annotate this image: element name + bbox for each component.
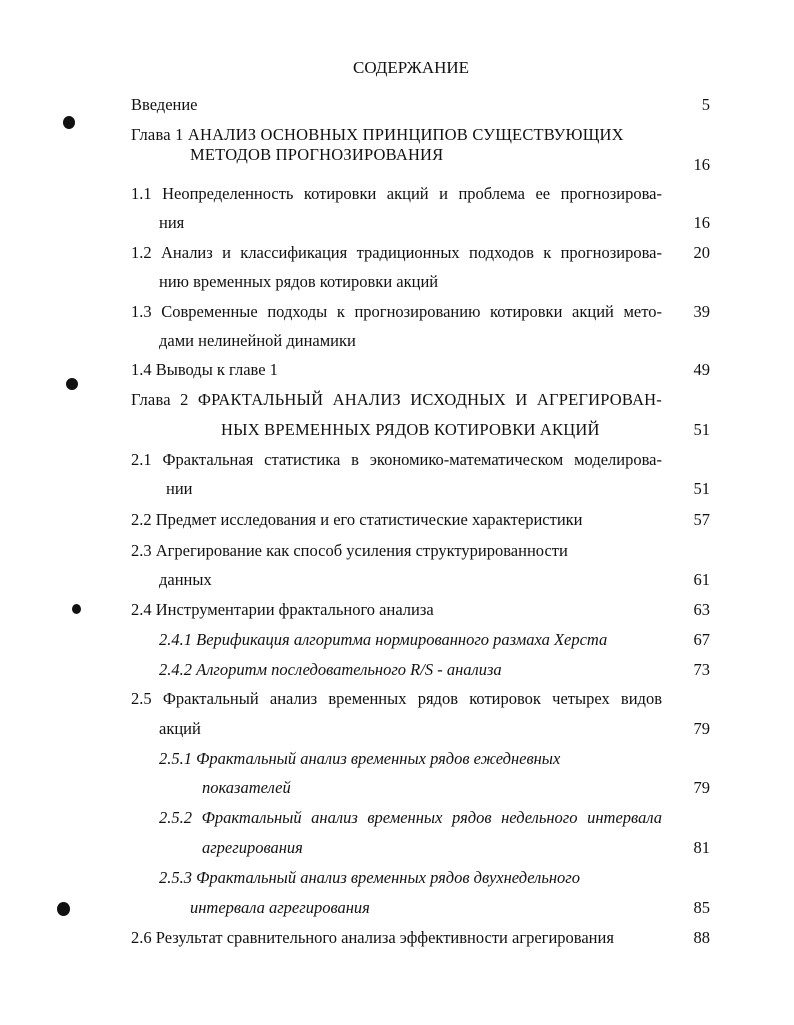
toc-entry-2-5-2-line1: 2.5.2 Фрактальный анализ временных рядов недельного интервала xyxy=(159,808,662,827)
punch-hole-mark xyxy=(63,116,75,129)
toc-entry-2-5-1-line2: показателей xyxy=(202,778,291,797)
toc-entry-1-1-line2: ния xyxy=(159,213,185,232)
toc-page: 81 xyxy=(693,838,710,857)
toc-page: 67 xyxy=(693,630,710,649)
toc-entry-1-1-line1: 1.1 Неопределенность котировки акций и проблема ее прогнозирова- xyxy=(131,184,662,203)
toc-chapter-2-line2: НЫХ ВРЕМЕННЫХ РЯДОВ КОТИРОВКИ АКЦИЙ xyxy=(221,420,600,439)
toc-entry-2-1-line2: нии xyxy=(166,479,193,498)
toc-page: 73 xyxy=(693,660,710,679)
toc-entry-1-2-line2: нию временных рядов котировки акций xyxy=(159,272,439,291)
toc-title: СОДЕРЖАНИЕ xyxy=(353,58,470,77)
toc-entry-2-5-3-line1: 2.5.3 Фрактальный анализ временных рядов двухнедельного xyxy=(159,868,580,887)
toc-entry-1-2-line1: 1.2 Анализ и классификация традиционных подходов к прогнозирова- xyxy=(131,243,662,262)
toc-page: 5 xyxy=(701,95,710,114)
toc-entry-2-1-line1: 2.1 Фрактальная статистика в экономико-математическом моделирова- xyxy=(131,450,662,469)
toc-page: 85 xyxy=(693,898,710,917)
toc-page: 79 xyxy=(693,719,710,738)
toc-entry-2-5-3-line2: интервала агрегирования xyxy=(190,898,370,917)
punch-hole-mark xyxy=(66,378,78,390)
toc-page: 51 xyxy=(693,420,710,439)
toc-entry-2-5-1-line1: 2.5.1 Фрактальный анализ временных рядов ежедневных xyxy=(159,749,561,768)
toc-entry-2-4-1: 2.4.1 Верификация алгоритма нормированного размаха Херста xyxy=(159,630,608,649)
toc-page: 51 xyxy=(693,479,710,498)
punch-hole-mark xyxy=(72,604,81,614)
toc-chapter-2-line1: Глава 2 ФРАКТАЛЬНЫЙ АНАЛИЗ ИСХОДНЫХ И АГРЕГИРОВАН- xyxy=(131,390,662,409)
toc-page: 88 xyxy=(693,928,710,947)
toc-page: 39 xyxy=(693,302,710,321)
toc-entry-intro: Введение xyxy=(131,95,198,114)
toc-page: 20 xyxy=(693,243,710,262)
toc-entry-1-3-line2: дами нелинейной динамики xyxy=(159,331,356,350)
toc-entry-2-4: 2.4 Инструментарии фрактального анализа xyxy=(131,600,434,619)
toc-page: 61 xyxy=(693,570,710,589)
toc-entry-2-5-line2: акций xyxy=(159,719,201,738)
toc-entry-1-4: 1.4 Выводы к главе 1 xyxy=(131,360,278,379)
toc-entry-2-3-line1: 2.3 Агрегирование как способ усиления структурированности xyxy=(131,541,568,560)
toc-entry-2-5-line1: 2.5 Фрактальный анализ временных рядов котировок четырех видов xyxy=(131,689,662,708)
toc-entry-2-5-2-line2: агрегирования xyxy=(202,838,303,857)
toc-entry-2-3-line2: данных xyxy=(159,570,212,589)
toc-page: 57 xyxy=(693,510,710,529)
toc-chapter-1-line2: МЕТОДОВ ПРОГНОЗИРОВАНИЯ xyxy=(190,145,444,164)
toc-page: 49 xyxy=(693,360,710,379)
toc-page: 16 xyxy=(693,213,710,232)
toc-chapter-1-line1: Глава 1 АНАЛИЗ ОСНОВНЫХ ПРИНЦИПОВ СУЩЕСТВУЮЩИХ xyxy=(131,125,624,144)
toc-page: 16 xyxy=(693,155,710,174)
toc-entry-1-3-line1: 1.3 Современные подходы к прогнозированию котировки акций мето- xyxy=(131,302,662,321)
toc-page: 63 xyxy=(693,600,710,619)
toc-entry-2-4-2: 2.4.2 Алгоритм последовательного R/S - анализа xyxy=(159,660,502,679)
toc-page: 79 xyxy=(693,778,710,797)
toc-entry-2-6: 2.6 Результат сравнительного анализа эффективности агрегирования xyxy=(131,928,614,947)
toc-entry-2-2: 2.2 Предмет исследования и его статистические характеристики xyxy=(131,510,583,529)
punch-hole-mark xyxy=(57,902,70,916)
